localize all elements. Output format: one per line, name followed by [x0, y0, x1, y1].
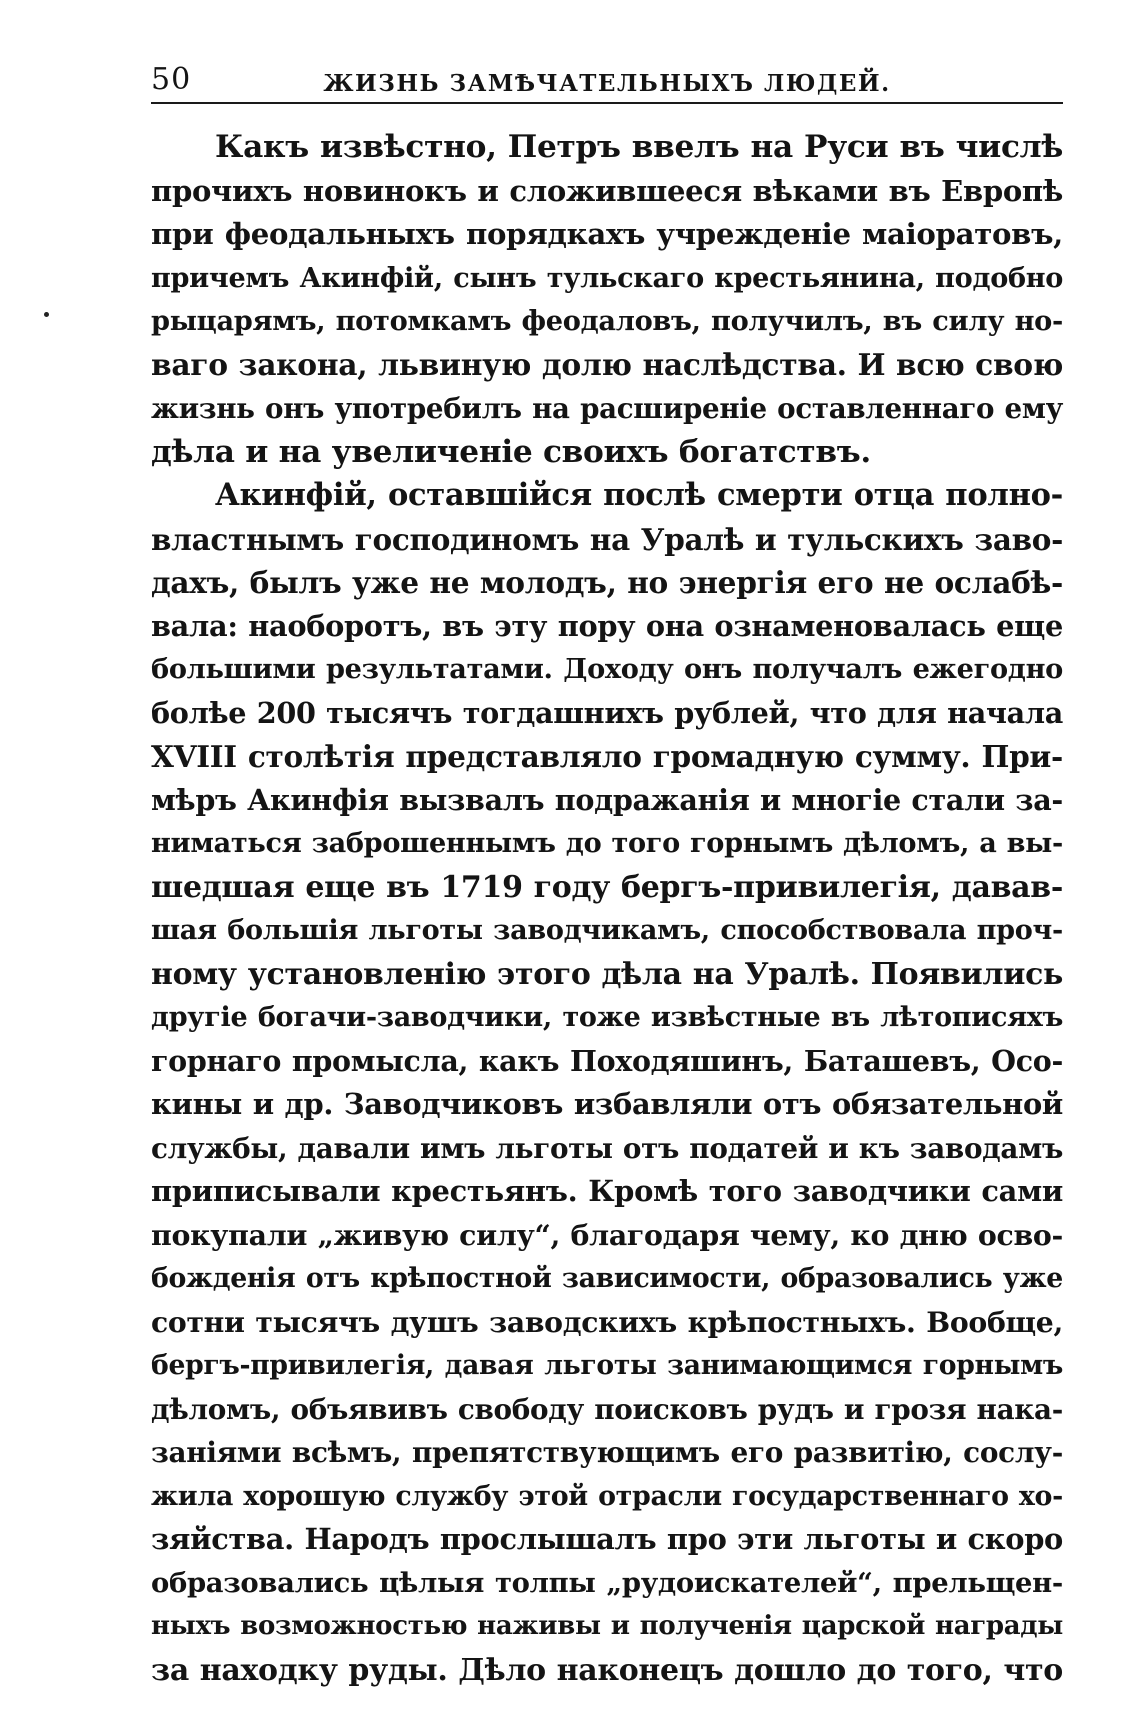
text-line: ныхъ возможностью наживы и полученія царской награды [151, 1611, 1063, 1641]
text-line: ваго закона, львиную долю наслѣдства. И всю свою [151, 347, 1063, 383]
text-line: жила хорошую службу этой отрасли государственнаго хо- [151, 1480, 1063, 1512]
text-line: мѣръ Акинфія вызвалъ подражанія и многіе стали за- [151, 782, 1063, 817]
text-line: ниматься заброшеннымъ до того горнымъ дѣломъ, а вы- [151, 828, 1063, 859]
text-line: властнымъ господиномъ на Уралѣ и тульскихъ заво- [151, 521, 1063, 557]
text-line: шая большія льготы заводчикамъ, способствовала проч- [151, 915, 1063, 946]
text-line: заніями всѣмъ, препятствующимъ его развитію, сослу- [151, 1436, 1063, 1469]
text-line: за находку руды. Дѣло наконецъ дошло до того, что [151, 1652, 1063, 1688]
text-line: большими результатами. Доходу онъ получалъ ежегодно [151, 653, 1063, 685]
text-line: приписывали крестьянъ. Кромѣ того заводчики сами [151, 1174, 1063, 1208]
text-line: рыцарямъ, потомкамъ феодаловъ, получилъ, въ силу но- [151, 305, 1063, 337]
text-line: другіе богачи-заводчики, тоже извѣстные въ лѣтописяхъ [151, 1002, 1063, 1033]
text-line: покупали „живую силу“, благодаря чему, ко дню осво- [151, 1217, 1063, 1252]
text-line: причемъ Акинфій, сынъ тульскаго крестьянина, подобно [151, 262, 1063, 294]
text-line: ному установленію этого дѣла на Уралѣ. Появились [151, 956, 1063, 992]
text-line: сотни тысячъ душъ заводскихъ крѣпостныхъ. Вообще, [151, 1304, 1063, 1339]
text-line: бергъ-привилегія, давая льготы занимающимся горнымъ [151, 1350, 1063, 1381]
text-line: прочихъ новинокъ и сложившееся вѣками въ Европѣ [151, 173, 1063, 208]
text-line: горнаго промысла, какъ Походяшинъ, Баташевъ, Осо- [151, 1043, 1063, 1078]
text-line: Акинфій, оставшійся послѣ смерти отца полно- [215, 477, 1063, 513]
text-line: XVIII столѣтія представляло громадную сумму. При- [151, 739, 1063, 774]
running-title: ЖИЗНЬ ЗАМѢЧАТЕЛЬНЫХЪ ЛЮДЕЙ. [323, 70, 891, 97]
running-head [151, 58, 1063, 104]
body-text [151, 126, 1063, 1692]
text-line: Какъ извѣстно, Петръ ввелъ на Руси въ числѣ [215, 129, 1063, 165]
text-line: службы, давали имъ льготы отъ податей и къ заводамъ [151, 1131, 1063, 1165]
text-line: болѣе 200 тысячъ тогдашнихъ рублей, что для начала [151, 695, 1063, 730]
text-line: зяйства. Народъ прослышалъ про эти льготы и скоро [151, 1522, 1063, 1556]
ink-speck [44, 312, 49, 317]
paragraph-2 [151, 474, 1063, 1692]
text-line: жизнь онъ употребилъ на расширеніе оставленнаго ему [151, 392, 1063, 425]
text-line: дѣла и на увеличеніе своихъ богатствъ. [151, 433, 871, 470]
text-line: вала: наоборотъ, въ эту пору она ознаменовалась еще [151, 608, 1063, 643]
text-line: при феодальныхъ порядкахъ учрежденіе маіоратовъ, [151, 217, 1063, 251]
text-line: божденія отъ крѣпостной зависимости, образовались уже [151, 1263, 1063, 1294]
paragraph-1 [151, 126, 1063, 474]
text-line: кины и др. Заводчиковъ избавляли отъ обязательной [151, 1087, 1063, 1121]
text-line: образовались цѣлыя толпы „рудоискателей“, прельщен- [151, 1566, 1063, 1599]
page-number: 50 [151, 62, 192, 97]
text-line: шедшая еще въ 1719 году бергъ-привилегія, давав- [151, 869, 1063, 905]
book-page [151, 58, 1063, 1692]
text-line: дѣломъ, объявивъ свободу поисковъ рудъ и грозя нака- [151, 1392, 1063, 1426]
text-line: дахъ, былъ уже не молодъ, но энергія его не ослабѣ- [151, 565, 1063, 600]
